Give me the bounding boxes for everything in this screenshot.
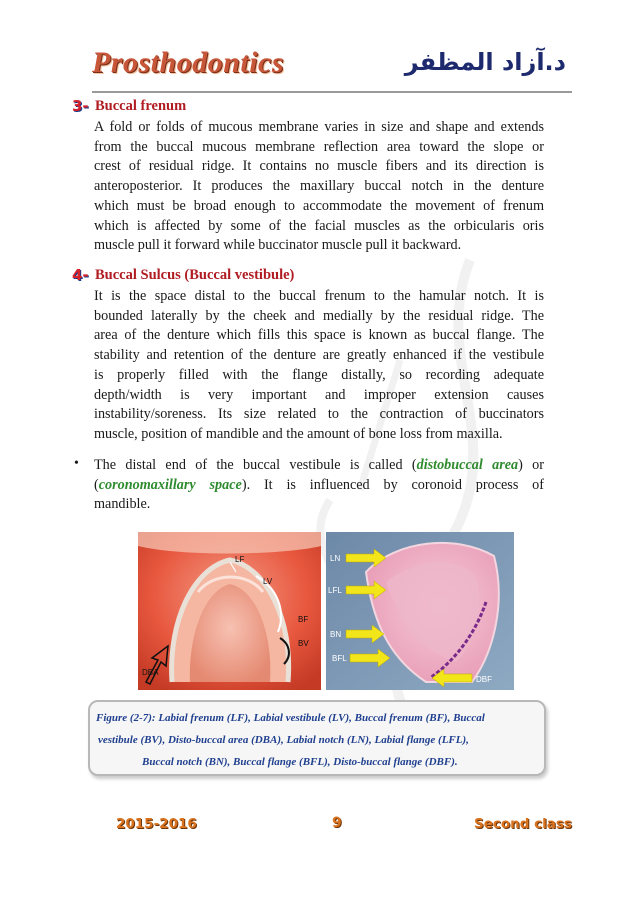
paragraph-line: It is the space distal to the buccal frenum to the hamular notch. It is	[94, 288, 544, 304]
section-title: Buccal Sulcus (Buccal vestibule)	[95, 267, 295, 283]
paragraph-line: bounded laterally by the cheek and medially by the residual ridge. The	[94, 307, 544, 324]
figure-label-lfl: LFL	[328, 586, 342, 595]
paragraph-line: which is affected by some of the facial muscles as the orbicularis oris	[94, 217, 544, 234]
text-run: (	[94, 476, 99, 493]
bullet-paragraph	[94, 456, 544, 515]
figure-label-lf: LF	[235, 555, 245, 564]
figure-label-lv: LV	[263, 577, 273, 586]
text-run: The distal end of the buccal vestibule is called (	[94, 457, 417, 473]
section-number: 3-	[72, 97, 89, 115]
term-coronomaxillary-space: coronomaxillary space	[98, 476, 242, 493]
figure-label-bn: BN	[330, 630, 342, 639]
header-logo-title: Prosthodontics	[92, 46, 285, 79]
paragraph-line: area of the denture which fills this space is known as buccal flange. The	[94, 327, 544, 344]
term-distobuccal-area: distobuccal area	[416, 457, 519, 473]
paragraph-line: crest of residual ridge. It contains no muscle fibers and its direction is	[94, 158, 544, 175]
header-divider	[92, 91, 572, 93]
figure-label-dba: DBA	[142, 668, 159, 677]
paragraph-line: which must be broad enough to accommodate the movement of frenum	[94, 197, 544, 214]
paragraph-line	[94, 476, 544, 496]
figure-photo-maxilla	[138, 532, 321, 690]
page-number: 9	[332, 815, 342, 831]
paragraph-line: from the buccal mucous membrane reflection area toward the slope or	[94, 138, 544, 155]
figure-label-bv: BV	[298, 639, 309, 648]
header-author-name: د.آزاد المظفر	[404, 48, 566, 76]
figure-label-bf: BF	[298, 615, 309, 624]
page-header	[92, 44, 572, 94]
section-title: Buccal frenum	[95, 98, 187, 114]
paragraph-line: mandible.	[94, 496, 151, 513]
figure-caption-box	[88, 700, 546, 776]
section-paragraph	[94, 118, 544, 256]
paragraph-line: is properly filled with the flange distally, so recording adequate	[94, 366, 544, 383]
paragraph-line: depth/width is very important and improper extension causes	[94, 386, 544, 403]
caption-line: Figure (2-7): Labial frenum (LF), Labial vestibule (LV), Buccal frenum (BF), Buccal	[96, 712, 485, 724]
figure-photo-denture	[326, 532, 514, 690]
section-number: 4-	[72, 266, 89, 284]
footer-year: 2015-2016	[116, 816, 197, 832]
text-run: ). It is influenced by coronoid process of	[241, 476, 544, 493]
caption-line: Buccal notch (BN), Buccal flange (BFL), Disto-buccal flange (DBF).	[142, 756, 458, 768]
paragraph-line: muscle pull it forward while buccinator muscle pull it backward.	[94, 237, 462, 254]
figure-label-ln: LN	[330, 554, 341, 563]
paragraph-line: anteroposterior. It produces the maxillary buccal notch in the denture	[94, 178, 544, 195]
section-paragraph	[94, 287, 544, 445]
paragraph-line	[94, 456, 544, 476]
figure-label-bfl: BFL	[332, 654, 347, 663]
text-run: ) or	[518, 457, 544, 473]
paragraph-line: muscle, position of mandible and the amount of bone loss from maxilla.	[94, 425, 503, 442]
caption-line: vestibule (BV), Disto-buccal area (DBA), Labial notch (LN), Labial flange (LFL),	[98, 734, 469, 746]
footer-class: Second class	[474, 816, 572, 832]
figure-label-dbf: DBF	[476, 675, 492, 684]
paragraph-line: A fold or folds of mucous membrane varies in size and shape and extends	[94, 119, 544, 135]
paragraph-line: instability/soreness. Its size related to the contraction of buccinators	[94, 406, 544, 423]
bullet-icon: •	[74, 456, 79, 471]
paragraph-line: stability and retention of the denture are greatly enhanced if the vestibule	[94, 347, 544, 364]
